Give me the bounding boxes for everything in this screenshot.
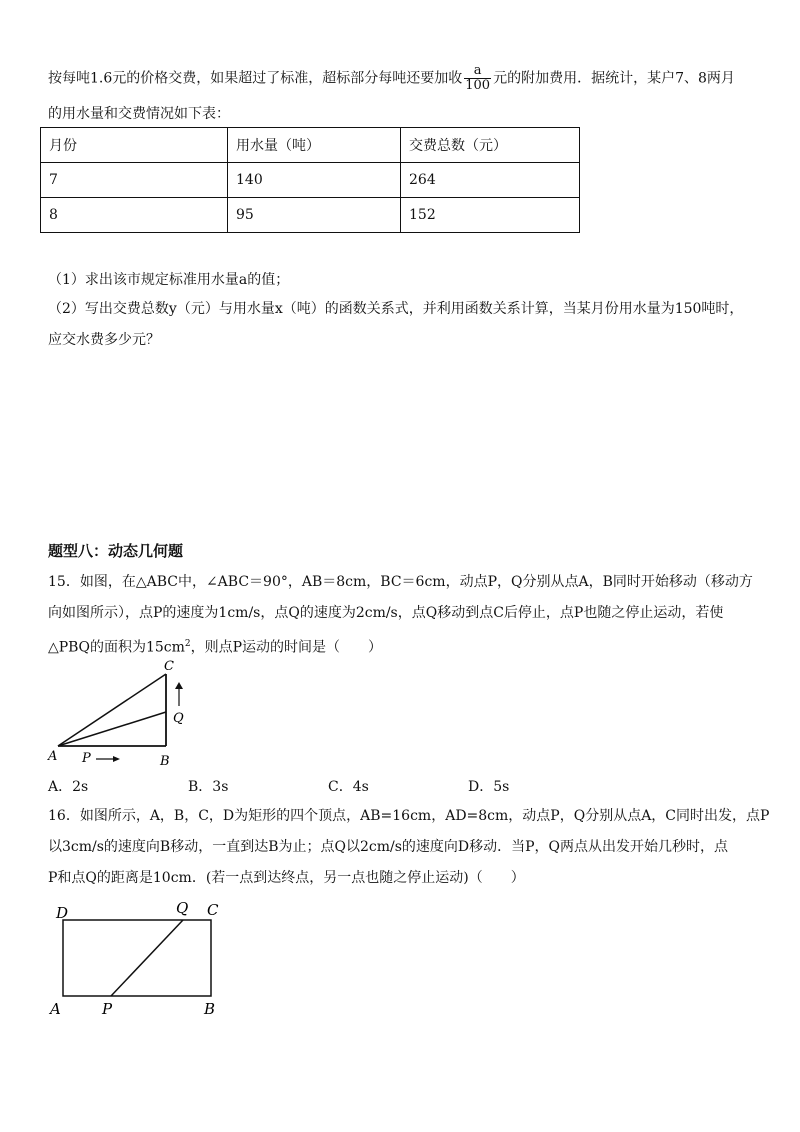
label-p: P [82,751,91,766]
table-header-row [41,128,580,163]
table-header-cell: 用水量（吨） [228,128,401,163]
segment-pq [111,920,183,996]
problem15-line2: 向如图所示），点P的速度为1cm/s，点Q的速度为2cm/s，点Q移动到点C后停止，点P也随之停止运动，若使 [48,605,724,621]
segment-ac [58,674,166,746]
problem15-line3 [48,634,382,658]
label-q: Q [173,711,184,726]
table-row [41,163,580,198]
option-b: B．3s [188,779,229,795]
problem14-question2-line1: （2）写出交费总数y（元）与用水量x（吨）的函数关系式，并利用函数关系计算，当某月份用水量为150吨时， [48,301,744,317]
table-cell: 140 [228,163,401,198]
table-header-cell: 月份 [41,128,228,163]
problem14-question2-line2: 应交水费多少元？ [48,332,160,348]
section-heading: 题型八：动态几何题 [48,542,184,560]
option-d: D．5s [468,779,510,795]
triangle-abc-figure [40,656,200,771]
rectangle-abcd [63,920,211,996]
problem14-question1: （1）求出该市规定标准用水量a的值； [48,272,290,288]
table-row [41,198,580,233]
label-a: A [48,749,58,764]
area-unit-superscript: 2 [184,639,191,649]
problem14-line1 [48,64,735,93]
label-d: D [56,904,69,922]
problem15-line3-post: ，则点P运动的时间是（ ） [190,639,383,656]
p-direction-arrow-icon [113,756,120,762]
label-b: B [204,1000,216,1018]
problem16-line1: 16．如图所示，A，B，C，D为矩形的四个顶点，AB=16cm，AD=8cm，动点P，Q分别从点A，C同时出发，点P [48,808,770,824]
label-c: C [207,901,219,919]
problem16-line3: P和点Q的距离是10cm．(若一点到达终点，另一点也随之停止运动)（ ） [48,870,525,886]
problem16-line2: 以3cm/s的速度向B移动，一直到达B为止；点Q以2cm/s的速度向D移动．当P，Q两点从出发开始几秒时，点 [48,839,729,855]
segment-aq [58,712,166,746]
table-cell: 264 [401,163,580,198]
problem15-line3-pre: △PBQ的面积为15cm [48,639,185,656]
label-b: B [160,754,170,769]
problem14-line2: 的用水量和交费情况如下表： [48,106,230,122]
table-cell: 95 [228,198,401,233]
fraction-denominator: 100 [465,78,491,93]
label-p: P [102,1000,113,1018]
rectangle-abcd-figure [44,896,234,1026]
problem15-line1: 15．如图，在△ABC中，∠ABC＝90°，AB＝8cm，BC＝6cm，动点P，Q分别从点A，B同时开始移动（移动方 [48,574,753,590]
table-header-cell: 交费总数（元） [401,128,580,163]
option-c: C．4s [328,779,369,795]
option-a: A．2s [48,779,89,795]
table-cell: 7 [41,163,228,198]
label-c: C [164,659,174,674]
label-a: A [50,1000,61,1018]
table-cell: 152 [401,198,580,233]
fraction-numerator: a [473,63,482,78]
water-usage-table [40,127,580,233]
problem14-line1-pre: 按每吨1.6元的价格交费，如果超过了标准，超标部分每吨还要加收 [48,70,463,87]
q-direction-arrow-icon [175,682,183,689]
label-q: Q [176,899,189,917]
fraction-a-over-100 [464,64,491,93]
problem14-line1-post: 元的附加费用．据统计，某户7、8两月 [493,70,735,87]
table-cell: 8 [41,198,228,233]
